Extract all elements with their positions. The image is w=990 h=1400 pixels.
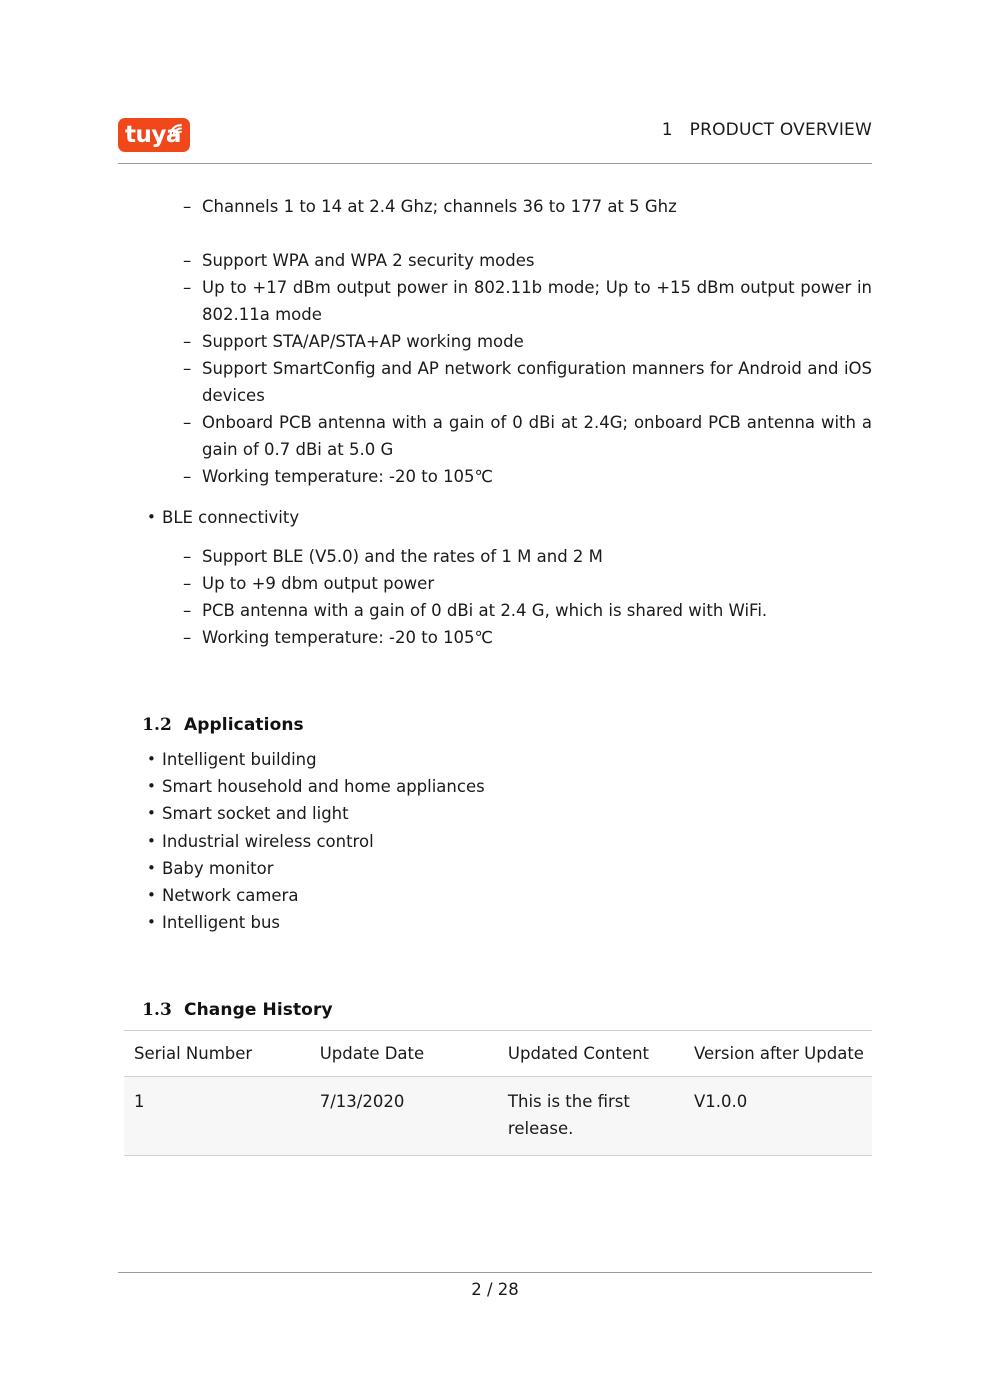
column-header-updated-content: Updated Content [498, 1031, 684, 1077]
wifi-arc-icon [169, 122, 183, 135]
column-header-serial-number: Serial Number [124, 1031, 310, 1077]
page-header [118, 112, 872, 164]
cell-updated-content: This is the first release. [498, 1077, 684, 1156]
list-item: – Working temperature: -20 to 105℃ [183, 624, 872, 651]
tuya-logo [118, 118, 190, 152]
list-item: • Smart socket and light [147, 800, 747, 827]
section-title: Applications [184, 715, 304, 735]
ble-spec-list [183, 543, 872, 651]
list-item: • Intelligent building [147, 746, 747, 773]
header-divider [118, 163, 872, 164]
list-item: – Support STA/AP/STA+AP working mode [183, 328, 872, 355]
list-item: – Support BLE (V5.0) and the rates of 1 M and 2 M [183, 543, 872, 570]
table-row [124, 1077, 872, 1156]
ble-connectivity-label: BLE connectivity [162, 508, 300, 527]
list-item: – Onboard PCB antenna with a gain of 0 dBi at 2.4G; onboard PCB antenna with a gain of 0.7 dBi at 5.0 G [183, 409, 872, 463]
ble-connectivity-heading [147, 504, 299, 531]
list-item: – Support SmartConfig and AP network configuration manners for Android and iOS devices [183, 355, 872, 409]
page-number: 2 / 28 [471, 1280, 519, 1299]
list-item: • Industrial wireless control [147, 828, 747, 855]
cell-serial-number: 1 [124, 1077, 310, 1156]
section-title: Change History [184, 1000, 333, 1020]
list-item: • Smart household and home appliances [147, 773, 747, 800]
section-number: 1.2 [142, 715, 172, 735]
applications-list [147, 746, 747, 936]
section-number: 1.3 [142, 1000, 172, 1020]
list-item: – Up to +9 dbm output power [183, 570, 872, 597]
wifi-spec-list-part1 [183, 193, 872, 220]
list-item: • Intelligent bus [147, 909, 747, 936]
list-item: • Network camera [147, 882, 747, 909]
cell-version-after-update: V1.0.0 [684, 1077, 872, 1156]
wifi-spec-list-part2 [183, 247, 872, 490]
list-item: – Working temperature: -20 to 105℃ [183, 463, 872, 490]
header-title: 1 PRODUCT OVERVIEW [661, 120, 872, 140]
list-item: – Up to +17 dBm output power in 802.11b mode; Up to +15 dBm output power in 802.11a mode [183, 274, 872, 328]
list-item: – Channels 1 to 14 at 2.4 Ghz; channels 36 to 177 at 5 Ghz [183, 193, 872, 220]
cell-update-date: 7/13/2020 [310, 1077, 498, 1156]
list-item: • Baby monitor [147, 855, 747, 882]
column-header-update-date: Update Date [310, 1031, 498, 1077]
list-item: – Support WPA and WPA 2 security modes [183, 247, 872, 274]
footer-divider [118, 1272, 872, 1273]
column-header-version-after-update: Version after Update [684, 1031, 872, 1077]
change-history-table [124, 1030, 872, 1156]
list-item: – PCB antenna with a gain of 0 dBi at 2.4 G, which is shared with WiFi. [183, 597, 872, 624]
table-header-row [124, 1031, 872, 1077]
tuya-logo-text: tuya [125, 122, 181, 148]
